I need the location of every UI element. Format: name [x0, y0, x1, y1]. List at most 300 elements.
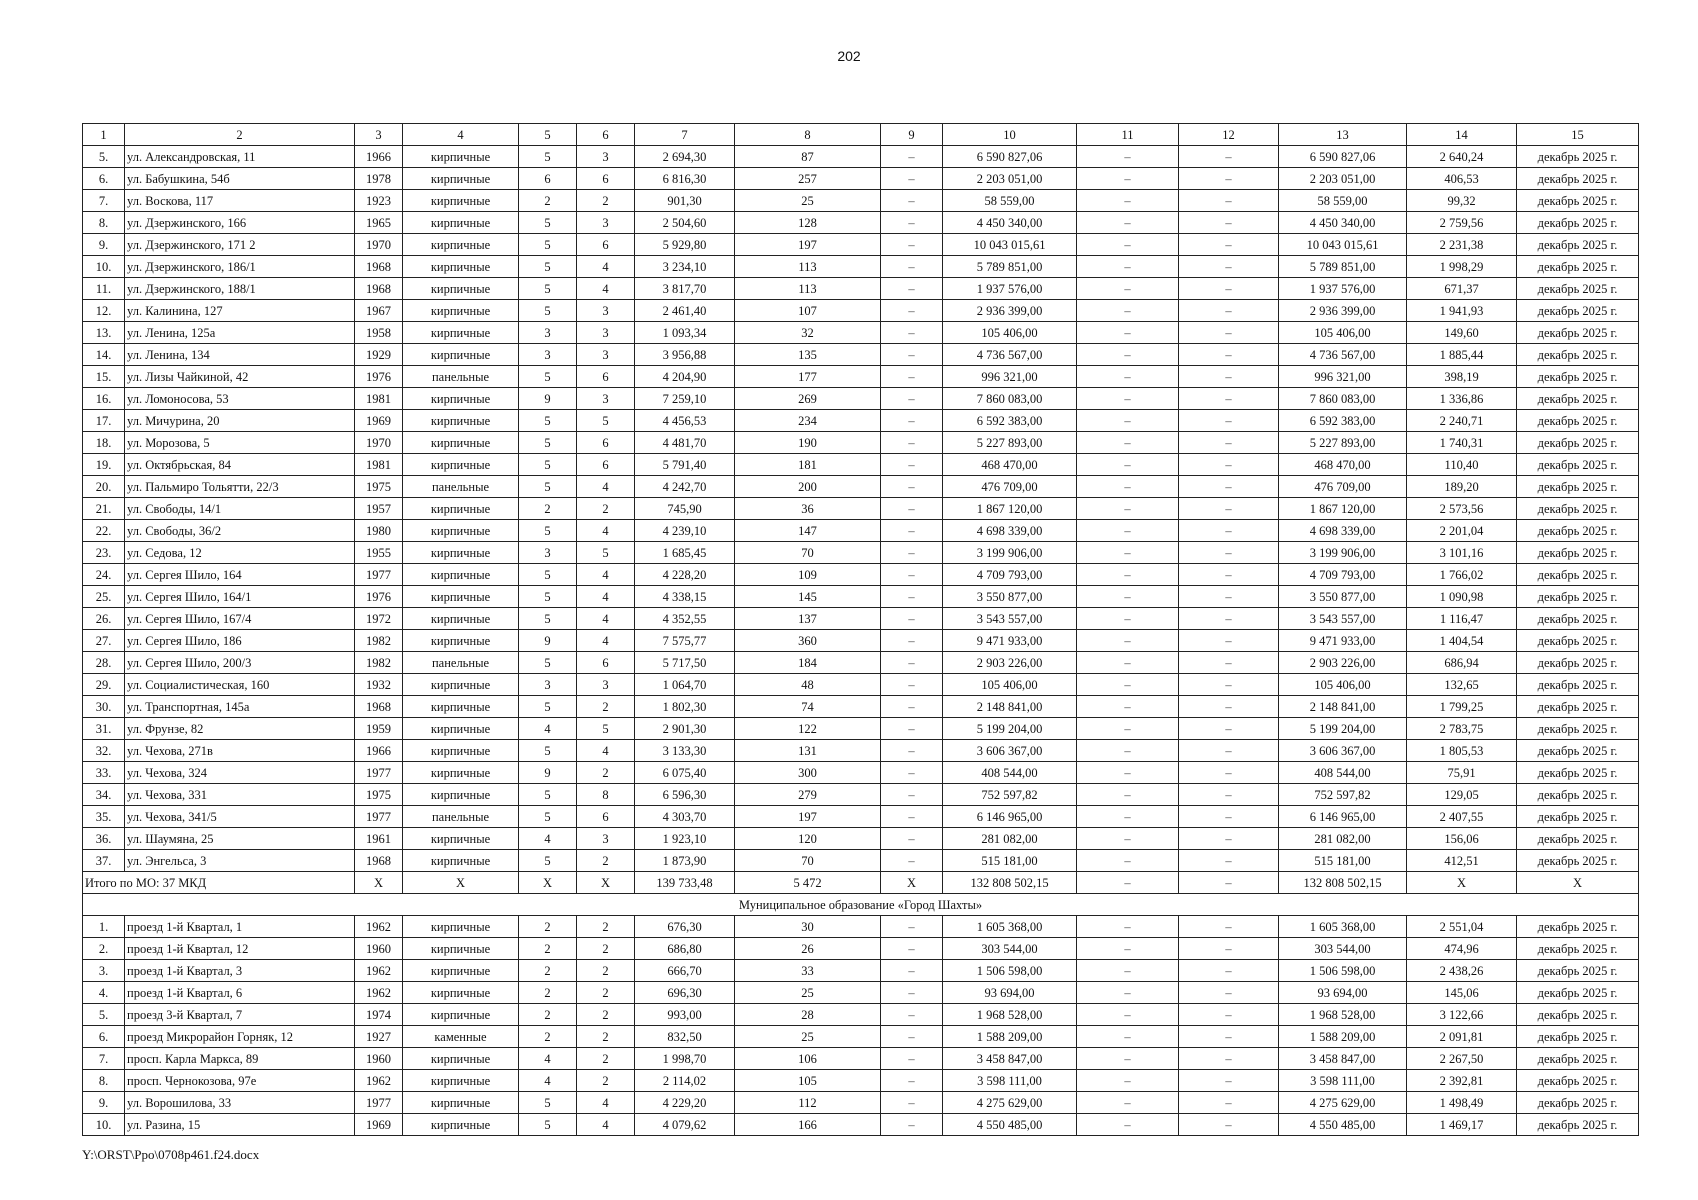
table-cell: кирпичные [403, 432, 519, 454]
table-cell: 9 471 933,00 [943, 630, 1077, 652]
table-cell: 515 181,00 [943, 850, 1077, 872]
table-cell: 24. [83, 564, 125, 586]
table-cell: 4 242,70 [635, 476, 735, 498]
table-cell: 11. [83, 278, 125, 300]
table-cell: – [881, 762, 943, 784]
table-cell: 3 [519, 542, 577, 564]
table-cell: 1 605 368,00 [943, 916, 1077, 938]
table-cell: декабрь 2025 г. [1517, 410, 1639, 432]
table-cell: 1 937 576,00 [943, 278, 1077, 300]
table-cell: 2 [519, 190, 577, 212]
table-cell: – [1077, 1026, 1179, 1048]
table-cell: 2 203 051,00 [1279, 168, 1407, 190]
table-cell: 1968 [355, 850, 403, 872]
table-cell: 10 043 015,61 [1279, 234, 1407, 256]
table-cell: 2 903 226,00 [1279, 652, 1407, 674]
table-cell: 16. [83, 388, 125, 410]
table-cell: 6 [577, 806, 635, 828]
table-cell: 2 148 841,00 [1279, 696, 1407, 718]
table-cell: 30 [735, 916, 881, 938]
column-number-cell: 10 [943, 124, 1077, 146]
table-cell: 99,32 [1407, 190, 1517, 212]
table-cell: декабрь 2025 г. [1517, 608, 1639, 630]
address-cell: ул. Свободы, 36/2 [125, 520, 355, 542]
table-cell: 1968 [355, 696, 403, 718]
table-cell: 2 [519, 960, 577, 982]
column-number-cell: 5 [519, 124, 577, 146]
table-cell: – [1179, 146, 1279, 168]
table-cell: 1 116,47 [1407, 608, 1517, 630]
table-cell: – [1179, 322, 1279, 344]
table-cell: – [1077, 476, 1179, 498]
table-cell: – [1179, 740, 1279, 762]
table-cell: 3 543 557,00 [943, 608, 1077, 630]
table-cell: 5 227 893,00 [943, 432, 1077, 454]
table-cell: 1969 [355, 410, 403, 432]
table-cell: 31. [83, 718, 125, 740]
table-cell: 1 937 576,00 [1279, 278, 1407, 300]
table-cell: 1 506 598,00 [943, 960, 1077, 982]
total-cell: 132 808 502,15 [943, 872, 1077, 894]
table-cell: 9 [519, 762, 577, 784]
table-cell: 3 543 557,00 [1279, 608, 1407, 630]
table-cell: декабрь 2025 г. [1517, 278, 1639, 300]
table-cell: 3 606 367,00 [1279, 740, 1407, 762]
table-cell: 2 903 226,00 [943, 652, 1077, 674]
table-cell: 135 [735, 344, 881, 366]
table-cell: панельные [403, 806, 519, 828]
table-cell: 5 929,80 [635, 234, 735, 256]
table-cell: 181 [735, 454, 881, 476]
table-cell: 2 [577, 938, 635, 960]
table-cell: 5. [83, 146, 125, 168]
table-cell: 476 709,00 [943, 476, 1077, 498]
total-row [83, 872, 1639, 894]
table-cell: – [1077, 960, 1179, 982]
table-cell: – [1077, 674, 1179, 696]
table-row [83, 806, 1639, 828]
table-cell: 6 [577, 454, 635, 476]
table-cell: 3 817,70 [635, 278, 735, 300]
table-cell: 1 588 209,00 [1279, 1026, 1407, 1048]
table-cell: кирпичные [403, 256, 519, 278]
table-cell: 6 [519, 168, 577, 190]
table-cell: 1970 [355, 432, 403, 454]
table-cell: декабрь 2025 г. [1517, 938, 1639, 960]
table-cell: 5 [519, 608, 577, 630]
table-cell: 6 146 965,00 [943, 806, 1077, 828]
table-cell: – [1179, 762, 1279, 784]
table-cell: 4 352,55 [635, 608, 735, 630]
column-number-cell: 13 [1279, 124, 1407, 146]
table-cell: декабрь 2025 г. [1517, 762, 1639, 784]
table-row [83, 520, 1639, 542]
table-cell: кирпичные [403, 740, 519, 762]
table-cell: – [1077, 652, 1179, 674]
table-cell: 752 597,82 [943, 784, 1077, 806]
address-cell: ул. Сергея Шило, 167/4 [125, 608, 355, 630]
table-cell: – [881, 190, 943, 212]
table-cell: 5 [519, 652, 577, 674]
section-header-row [83, 894, 1639, 916]
table-row [83, 388, 1639, 410]
table-cell: 5 [519, 564, 577, 586]
table-cell: 2 [577, 696, 635, 718]
table-cell: 1 998,70 [635, 1048, 735, 1070]
table-cell: 4. [83, 982, 125, 1004]
column-number-cell: 2 [125, 124, 355, 146]
table-cell: – [1077, 586, 1179, 608]
table-cell: 3 [519, 322, 577, 344]
table-cell: 10. [83, 1114, 125, 1136]
section-title: Муниципальное образование «Город Шахты» [83, 894, 1639, 916]
table-cell: 1966 [355, 146, 403, 168]
table-cell: кирпичные [403, 960, 519, 982]
table-cell: – [1077, 982, 1179, 1004]
table-cell: 5 [519, 366, 577, 388]
table-cell: 2 [577, 916, 635, 938]
table-cell: 4 [519, 828, 577, 850]
table-cell: 1923 [355, 190, 403, 212]
table-row [83, 432, 1639, 454]
column-number-row [83, 124, 1639, 146]
table-cell: – [1179, 190, 1279, 212]
table-cell: 1 998,29 [1407, 256, 1517, 278]
table-cell: 34. [83, 784, 125, 806]
table-cell: 5 [519, 696, 577, 718]
table-cell: – [1077, 1004, 1179, 1026]
table-cell: 3 122,66 [1407, 1004, 1517, 1026]
table-cell: 13. [83, 322, 125, 344]
address-cell: проезд 1-й Квартал, 3 [125, 960, 355, 982]
table-cell: – [1077, 278, 1179, 300]
table-cell: 21. [83, 498, 125, 520]
table-row [83, 410, 1639, 432]
address-cell: ул. Сергея Шило, 186 [125, 630, 355, 652]
column-number-cell: 12 [1179, 124, 1279, 146]
table-cell: 23. [83, 542, 125, 564]
table-cell: – [1077, 542, 1179, 564]
table-cell: – [881, 718, 943, 740]
table-cell: 1960 [355, 1048, 403, 1070]
total-cell: X [355, 872, 403, 894]
table-cell: 3 [519, 344, 577, 366]
table-cell: 147 [735, 520, 881, 542]
table-cell: 360 [735, 630, 881, 652]
table-cell: кирпичные [403, 938, 519, 960]
table-cell: – [881, 454, 943, 476]
column-number-cell: 1 [83, 124, 125, 146]
table-cell: – [1077, 322, 1179, 344]
table-cell: 3 [577, 212, 635, 234]
table-cell: 2 [577, 762, 635, 784]
table-row [83, 278, 1639, 300]
table-cell: 5 791,40 [635, 454, 735, 476]
address-cell: ул. Ленина, 134 [125, 344, 355, 366]
table-cell: 5 [519, 300, 577, 322]
table-cell: 4 [577, 564, 635, 586]
table-cell: – [1077, 630, 1179, 652]
table-row [83, 784, 1639, 806]
table-cell: 2 783,75 [1407, 718, 1517, 740]
table-cell: 1962 [355, 982, 403, 1004]
table-cell: 4 736 567,00 [1279, 344, 1407, 366]
table-cell: – [1179, 410, 1279, 432]
table-cell: 75,91 [1407, 762, 1517, 784]
table-cell: 7. [83, 190, 125, 212]
table-row [83, 322, 1639, 344]
table-cell: 2 901,30 [635, 718, 735, 740]
table-cell: кирпичные [403, 498, 519, 520]
address-cell: просп. Чернокозова, 97е [125, 1070, 355, 1092]
table-row [83, 498, 1639, 520]
table-cell: декабрь 2025 г. [1517, 1004, 1639, 1026]
table-cell: 132,65 [1407, 674, 1517, 696]
table-cell: кирпичные [403, 564, 519, 586]
table-cell: 4 698 339,00 [1279, 520, 1407, 542]
table-cell: – [1077, 806, 1179, 828]
table-cell: 4 204,90 [635, 366, 735, 388]
table-cell: 26. [83, 608, 125, 630]
table-cell: – [881, 300, 943, 322]
table-cell: 122 [735, 718, 881, 740]
table-cell: 5 [519, 784, 577, 806]
table-cell: 3 [577, 344, 635, 366]
table-cell: – [881, 278, 943, 300]
table-cell: 1976 [355, 366, 403, 388]
table-cell: 2 461,40 [635, 300, 735, 322]
table-cell: 32. [83, 740, 125, 762]
table-row [83, 542, 1639, 564]
table-cell: – [881, 344, 943, 366]
table-cell: 137 [735, 608, 881, 630]
table-cell: 2 [519, 916, 577, 938]
table-cell: панельные [403, 366, 519, 388]
table-cell: 1 064,70 [635, 674, 735, 696]
table-cell: кирпичные [403, 278, 519, 300]
table-cell: – [1077, 410, 1179, 432]
table-cell: 105 406,00 [1279, 674, 1407, 696]
table-cell: декабрь 2025 г. [1517, 300, 1639, 322]
total-cell: X [1407, 872, 1517, 894]
table-cell: 6 592 383,00 [943, 410, 1077, 432]
table-cell: – [881, 168, 943, 190]
table-cell: – [881, 476, 943, 498]
table-cell: 4 [577, 476, 635, 498]
table-cell: декабрь 2025 г. [1517, 1114, 1639, 1136]
table-cell: 4 [577, 1092, 635, 1114]
table-cell: 1958 [355, 322, 403, 344]
table-cell: – [1179, 784, 1279, 806]
table-cell: 3 [577, 388, 635, 410]
table-cell: 1 766,02 [1407, 564, 1517, 586]
table-cell: – [1077, 146, 1179, 168]
table-cell: – [1077, 190, 1179, 212]
table-cell: 4 079,62 [635, 1114, 735, 1136]
table-cell: 1978 [355, 168, 403, 190]
table-cell: 6 [577, 234, 635, 256]
address-cell: проезд Микрорайон Горняк, 12 [125, 1026, 355, 1048]
table-cell: 4 [577, 278, 635, 300]
table-cell: 2 267,50 [1407, 1048, 1517, 1070]
table-cell: 474,96 [1407, 938, 1517, 960]
table-cell: – [1077, 234, 1179, 256]
table-cell: 22. [83, 520, 125, 542]
table-cell: 93 694,00 [943, 982, 1077, 1004]
table-cell: 5. [83, 1004, 125, 1026]
table-cell: 2 438,26 [1407, 960, 1517, 982]
address-cell: ул. Свободы, 14/1 [125, 498, 355, 520]
table-row [83, 938, 1639, 960]
table-cell: 17. [83, 410, 125, 432]
table-cell: – [881, 1114, 943, 1136]
table-cell: 2 551,04 [1407, 916, 1517, 938]
column-number-cell: 8 [735, 124, 881, 146]
table-cell: 5 [519, 454, 577, 476]
table-cell: 1 923,10 [635, 828, 735, 850]
table-cell: 3 [577, 322, 635, 344]
table-cell: – [881, 322, 943, 344]
table-cell: – [1077, 1048, 1179, 1070]
table-cell: 58 559,00 [943, 190, 1077, 212]
table-cell: – [881, 740, 943, 762]
table-cell: кирпичные [403, 916, 519, 938]
table-cell: 32 [735, 322, 881, 344]
table-cell: декабрь 2025 г. [1517, 1048, 1639, 1070]
table-row [83, 212, 1639, 234]
table-cell: – [881, 366, 943, 388]
table-cell: 5 [519, 1114, 577, 1136]
table-cell: 4 698 339,00 [943, 520, 1077, 542]
table-cell: – [1179, 454, 1279, 476]
table-cell: 1977 [355, 762, 403, 784]
column-number-cell: 11 [1077, 124, 1179, 146]
table-cell: 5 227 893,00 [1279, 432, 1407, 454]
table-cell: 1927 [355, 1026, 403, 1048]
table-cell: 5 [519, 146, 577, 168]
table-cell: 2 759,56 [1407, 212, 1517, 234]
table-cell: – [1077, 168, 1179, 190]
table-cell: декабрь 2025 г. [1517, 586, 1639, 608]
address-cell: ул. Сергея Шило, 164 [125, 564, 355, 586]
table-cell: 74 [735, 696, 881, 718]
table-cell: 5 [519, 278, 577, 300]
table-row [83, 1004, 1639, 1026]
table-cell: 3 [577, 828, 635, 850]
table-cell: 131 [735, 740, 881, 762]
table-cell: 9 [519, 388, 577, 410]
table-cell: 36 [735, 498, 881, 520]
table-cell: – [1077, 938, 1179, 960]
table-cell: – [1179, 674, 1279, 696]
table-cell: – [1179, 366, 1279, 388]
column-number-cell: 6 [577, 124, 635, 146]
table-cell: 6 590 827,06 [1279, 146, 1407, 168]
table-cell: 3 458 847,00 [943, 1048, 1077, 1070]
table-cell: – [1179, 564, 1279, 586]
table-cell: 4 229,20 [635, 1092, 735, 1114]
table-cell: – [1179, 652, 1279, 674]
table-cell: 1962 [355, 916, 403, 938]
table-cell: 686,94 [1407, 652, 1517, 674]
table-cell: 107 [735, 300, 881, 322]
table-cell: 1 685,45 [635, 542, 735, 564]
table-cell: 18. [83, 432, 125, 454]
table-cell: кирпичные [403, 542, 519, 564]
column-number-cell: 4 [403, 124, 519, 146]
table-cell: 1972 [355, 608, 403, 630]
table-cell: 476 709,00 [1279, 476, 1407, 498]
table-cell: – [1179, 388, 1279, 410]
table-cell: кирпичные [403, 388, 519, 410]
table-cell: 468 470,00 [943, 454, 1077, 476]
table-cell: 3 598 111,00 [1279, 1070, 1407, 1092]
table-cell: – [1077, 1070, 1179, 1092]
table-cell: 5 [519, 806, 577, 828]
address-cell: ул. Шаумяна, 25 [125, 828, 355, 850]
table-cell: 70 [735, 850, 881, 872]
table-cell: 28. [83, 652, 125, 674]
table-cell: – [881, 432, 943, 454]
table-cell: – [1077, 850, 1179, 872]
table-cell: кирпичные [403, 146, 519, 168]
table-cell: декабрь 2025 г. [1517, 168, 1639, 190]
table-cell: декабрь 2025 г. [1517, 190, 1639, 212]
address-cell: ул. Энгельса, 3 [125, 850, 355, 872]
table-cell: 300 [735, 762, 881, 784]
table-cell: кирпичные [403, 1092, 519, 1114]
table-cell: – [1179, 718, 1279, 740]
table-cell: 1 336,86 [1407, 388, 1517, 410]
table-row [83, 762, 1639, 784]
table-cell: 2 148 841,00 [943, 696, 1077, 718]
table-cell: 3 234,10 [635, 256, 735, 278]
table-cell: 3 606 367,00 [943, 740, 1077, 762]
table-cell: 2 [577, 1026, 635, 1048]
table-cell: декабрь 2025 г. [1517, 476, 1639, 498]
table-cell: 156,06 [1407, 828, 1517, 850]
table-cell: 29. [83, 674, 125, 696]
column-number-cell: 3 [355, 124, 403, 146]
table-cell: 1977 [355, 564, 403, 586]
table-cell: 6 590 827,06 [943, 146, 1077, 168]
table-cell: кирпичные [403, 1114, 519, 1136]
table-cell: 27. [83, 630, 125, 652]
table-cell: декабрь 2025 г. [1517, 146, 1639, 168]
table-cell: 901,30 [635, 190, 735, 212]
table-cell: декабрь 2025 г. [1517, 696, 1639, 718]
table-cell: 1977 [355, 806, 403, 828]
table-cell: кирпичные [403, 454, 519, 476]
table-cell: кирпичные [403, 234, 519, 256]
table-cell: – [1077, 454, 1179, 476]
address-cell: ул. Морозова, 5 [125, 432, 355, 454]
table-cell: 398,19 [1407, 366, 1517, 388]
table-cell: 2 [519, 938, 577, 960]
table-cell: 2 [519, 498, 577, 520]
table-cell: 128 [735, 212, 881, 234]
column-number-cell: 15 [1517, 124, 1639, 146]
address-cell: ул. Чехова, 331 [125, 784, 355, 806]
table-cell: 408 544,00 [1279, 762, 1407, 784]
table-cell: 1 968 528,00 [943, 1004, 1077, 1026]
table-cell: 184 [735, 652, 881, 674]
table-cell: 5 [519, 432, 577, 454]
table-cell: – [881, 608, 943, 630]
table-cell: 4 [577, 630, 635, 652]
table-cell: кирпичные [403, 344, 519, 366]
table-cell: 5 [577, 410, 635, 432]
